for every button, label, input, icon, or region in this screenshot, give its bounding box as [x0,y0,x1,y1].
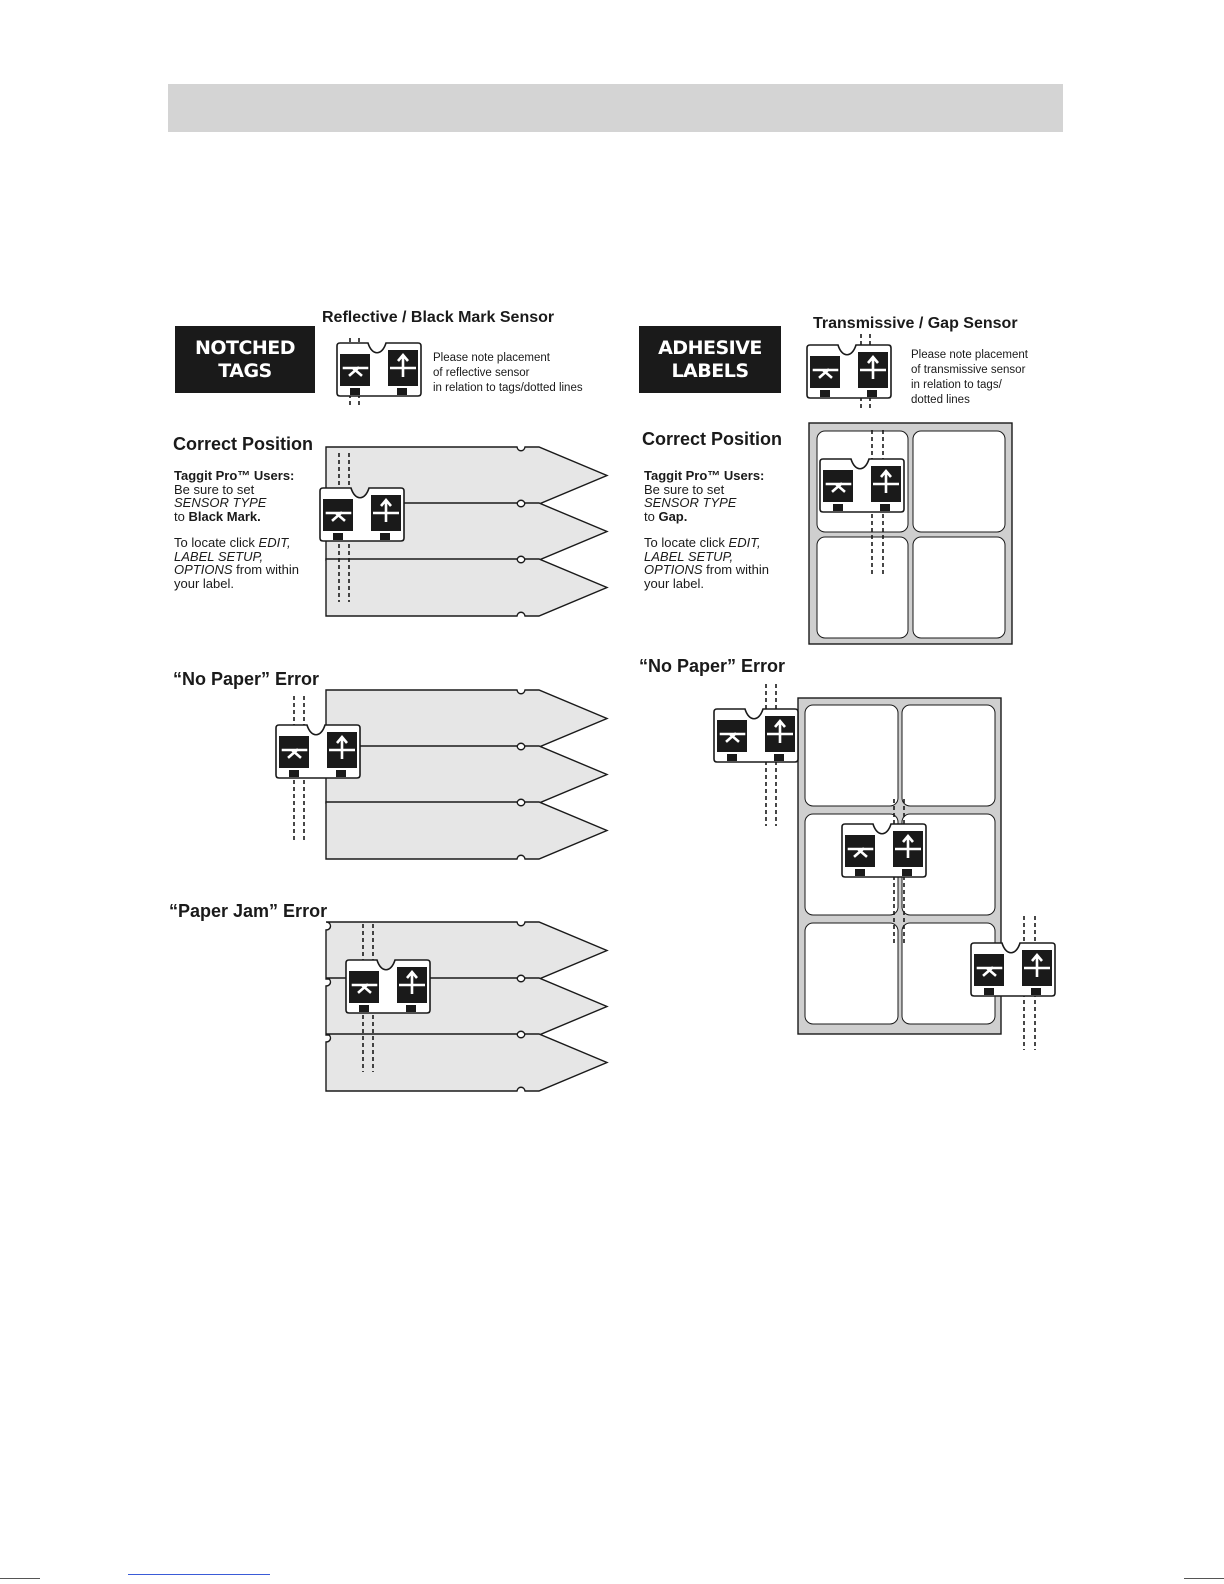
left-no-paper-title: “No Paper” Error [173,669,320,689]
footer-rule-right [1184,1578,1224,1579]
adhesive-labels-title: ADHESIVE LABELS [639,326,781,393]
left-correct-position-title: Correct Position [173,434,314,454]
notched-tags-title: NOTCHED TAGS [175,326,315,393]
transmissive-sensor-legend [807,334,891,408]
paper-jam-notched-tags [326,922,607,1091]
reflective-placement-note: Please note placement of reflective sensor in relation to tags/dotted lines [433,352,583,394]
paper-jam-title: “Paper Jam” Error [169,901,328,921]
left-sensor-instructions: Taggit Pro™ Users: Be sure to set SENSOR TYPE to Black Mark. To locate click EDIT, LABEL SETUP, OPTIONS from within your label. [174,468,299,591]
no-paper-notched-tags [276,690,607,859]
reflective-sensor-legend [337,338,421,406]
reflective-sensor-heading: Reflective / Black Mark Sensor [322,309,555,326]
footer-rule-left [0,1578,40,1579]
right-sensor-instructions: Taggit Pro™ Users: Be sure to set SENSOR TYPE to Gap. To locate click EDIT, LABEL SETUP, OPTIONS from within your label. [644,468,769,591]
correct-notched-tags [320,447,607,616]
right-no-paper-title: “No Paper” Error [639,656,786,676]
transmissive-placement-note: Please note placement of transmissive sensor in relation to tags/ dotted lines [911,349,1028,406]
footer-link-underline [128,1574,270,1575]
no-paper-label-sheet [714,684,1055,1050]
transmissive-sensor-heading: Transmissive / Gap Sensor [813,315,1018,332]
right-correct-position-title: Correct Position [642,429,783,449]
correct-label-sheet [809,423,1012,644]
